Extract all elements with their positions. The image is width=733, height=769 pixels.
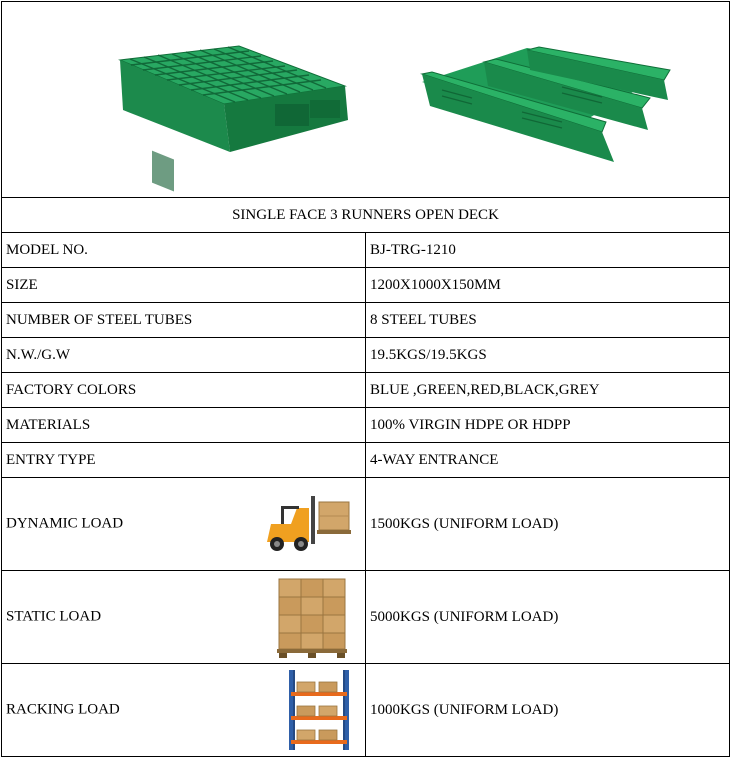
table-row [2, 338, 730, 373]
row-label: DYNAMIC LOAD [6, 515, 124, 532]
load-label-cell [2, 571, 366, 664]
row-value: 8 STEEL TUBES [366, 303, 730, 338]
row-value: 1500KGS (UNIFORM LOAD) [366, 478, 730, 571]
row-label: N.W./G.W [2, 338, 366, 373]
row-label: MODEL NO. [2, 233, 366, 268]
row-value: BLUE ,GREEN,RED,BLACK,GREY [366, 373, 730, 408]
row-value: 4-WAY ENTRANCE [366, 443, 730, 478]
table-title: SINGLE FACE 3 RUNNERS OPEN DECK [2, 198, 730, 233]
row-value: 5000KGS (UNIFORM LOAD) [366, 571, 730, 664]
row-label: MATERIALS [2, 408, 366, 443]
row-label: FACTORY COLORS [2, 373, 366, 408]
table-row [2, 373, 730, 408]
image-row [2, 2, 730, 198]
spec-table [1, 1, 730, 757]
stacked-boxes-icon [273, 575, 353, 659]
row-label: ENTRY TYPE [2, 443, 366, 478]
load-row-racking [2, 664, 730, 757]
pallet-images-cell [2, 2, 730, 198]
pallet-bottom-view-image [422, 47, 670, 162]
forklift-icon [261, 494, 353, 554]
row-value: BJ-TRG-1210 [366, 233, 730, 268]
row-label: NUMBER OF STEEL TUBES [2, 303, 366, 338]
load-row-dynamic [2, 478, 730, 571]
pallet-images [2, 2, 731, 197]
table-row [2, 233, 730, 268]
row-value: 19.5KGS/19.5KGS [366, 338, 730, 373]
row-value: 100% VIRGIN HDPE OR HDPP [366, 408, 730, 443]
row-value: 1200X1000X150MM [366, 268, 730, 303]
title-row [2, 198, 730, 233]
row-label: STATIC LOAD [6, 608, 102, 625]
load-row-static [2, 571, 730, 664]
row-label: SIZE [2, 268, 366, 303]
row-label: RACKING LOAD [6, 701, 120, 718]
load-label-cell [2, 478, 366, 571]
racking-icon [285, 668, 353, 752]
table-row [2, 303, 730, 338]
table-row [2, 443, 730, 478]
load-label-cell [2, 664, 366, 757]
table-row [2, 268, 730, 303]
pallet-top-view-image [120, 46, 348, 191]
row-value: 1000KGS (UNIFORM LOAD) [366, 664, 730, 757]
table-row [2, 408, 730, 443]
